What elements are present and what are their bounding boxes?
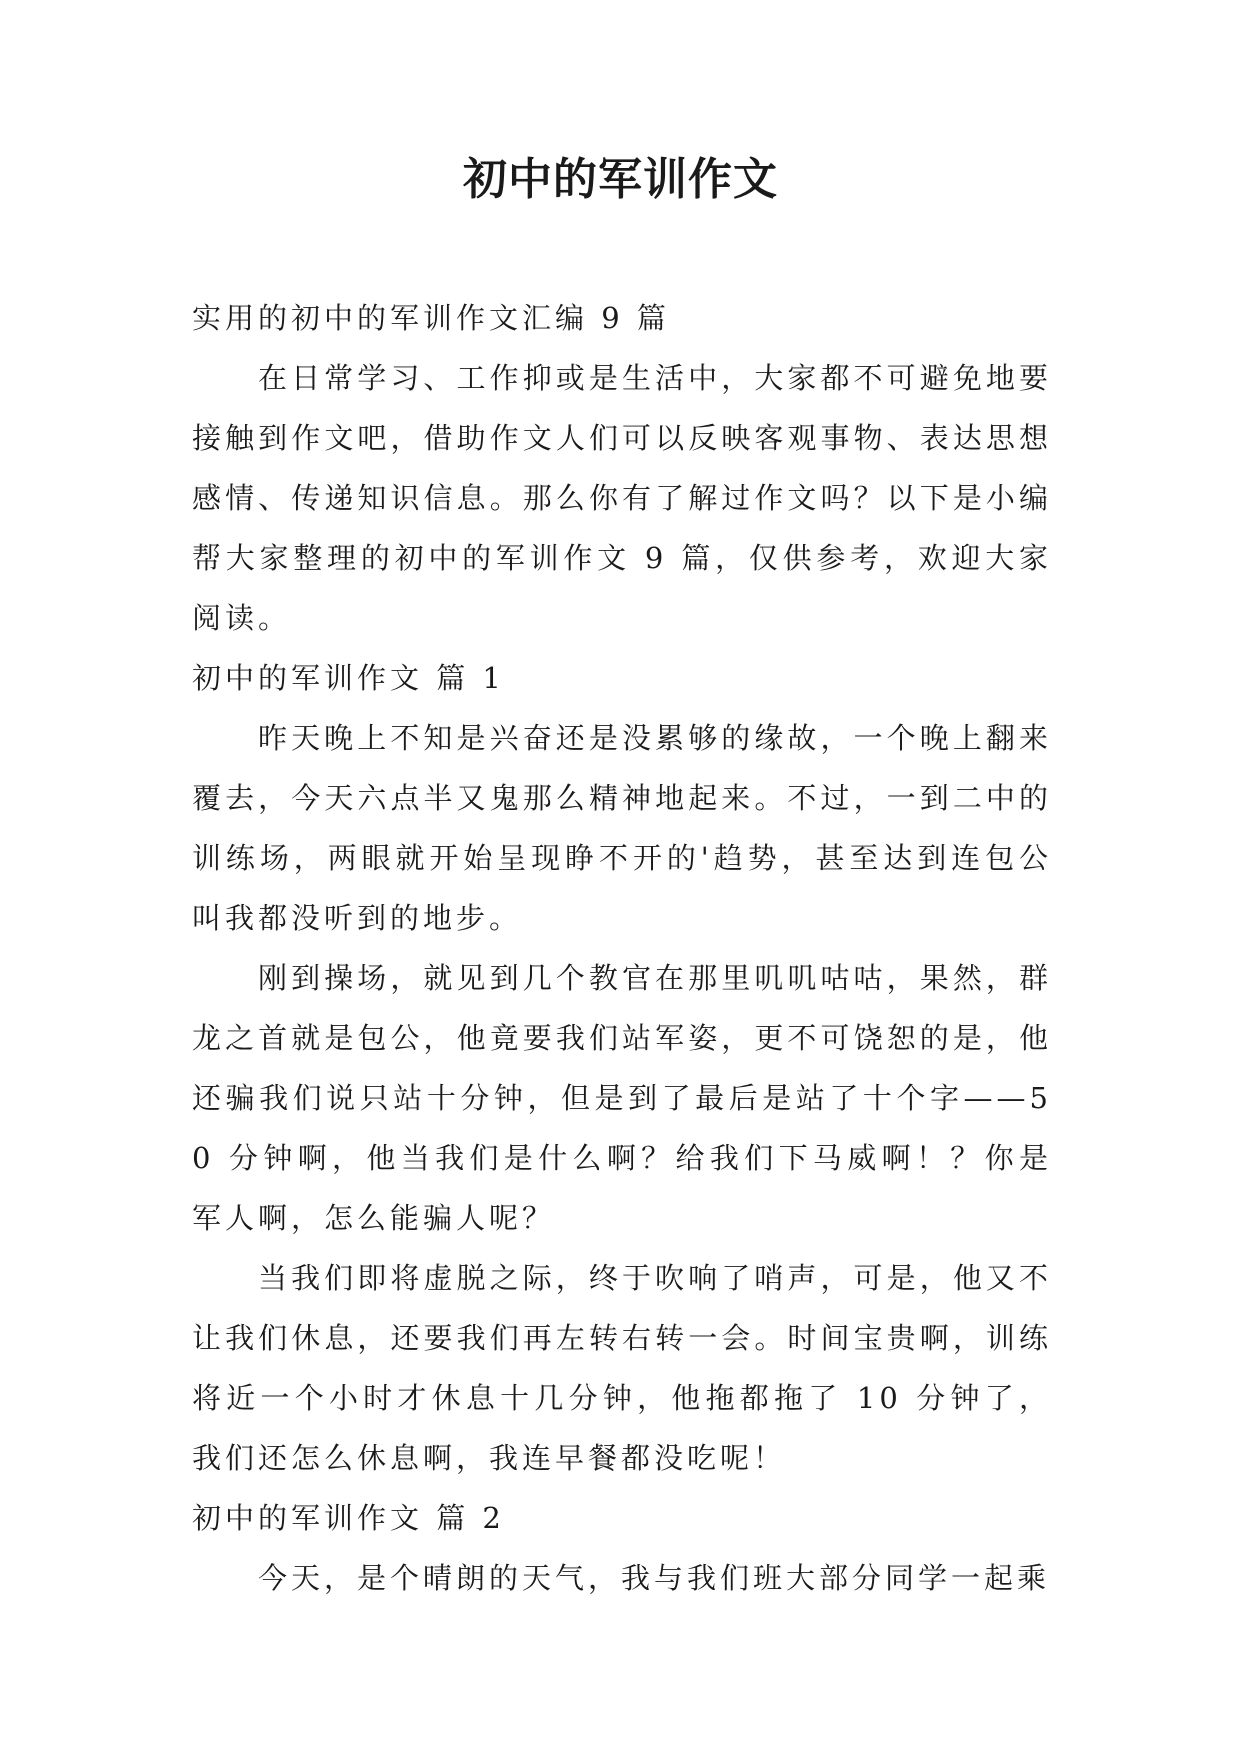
paragraph: 今天，是个晴朗的天气，我与我们班大部分同学一起乘	[258, 1561, 1051, 1595]
paragraph: 刚到操场，就见到几个教官在那里叽叽咕咕，果然，群龙之首就是包公，他竟要我们站军姿，更不可饶恕的是，他还骗我们说只站十分钟，但是到了最后是站了十个字——50 分钟啊，他当我们是什么啊？给我们下马威啊！？你是军人啊，怎么能骗人呢？	[192, 961, 1052, 1235]
section-heading-2: 初中的军训作文 篇 2	[192, 1501, 505, 1535]
paragraph: 当我们即将虚脱之际，终于吹响了哨声，可是，他又不让我们休息，还要我们再左转右转一会。时间宝贵啊，训练将近一个小时才休息十几分钟，他拖都拖了 10 分钟了，我们还怎么休息啊，我连早餐都没吃呢！	[192, 1261, 1052, 1475]
subtitle: 实用的初中的军训作文汇编 9 篇	[192, 301, 670, 335]
page-title: 初中的军训作文	[463, 154, 778, 205]
intro-paragraph: 在日常学习、工作抑或是生活中，大家都不可避免地要接触到作文吧，借助作文人们可以反映客观事物、表达思想感情、传递知识信息。那么你有了解过作文吗？以下是小编帮大家整理的初中的军训作文 9 篇，仅供参考，欢迎大家阅读。	[192, 361, 1052, 635]
paragraph: 昨天晚上不知是兴奋还是没累够的缘故，一个晚上翻来覆去，今天六点半又鬼那么精神地起来。不过，一到二中的训练场，两眼就开始呈现睁不开的'趋势，甚至达到连包公叫我都没听到的地步。	[192, 721, 1052, 935]
section-heading-1: 初中的军训作文 篇 1	[192, 661, 505, 695]
document-body	[192, 288, 1052, 1608]
